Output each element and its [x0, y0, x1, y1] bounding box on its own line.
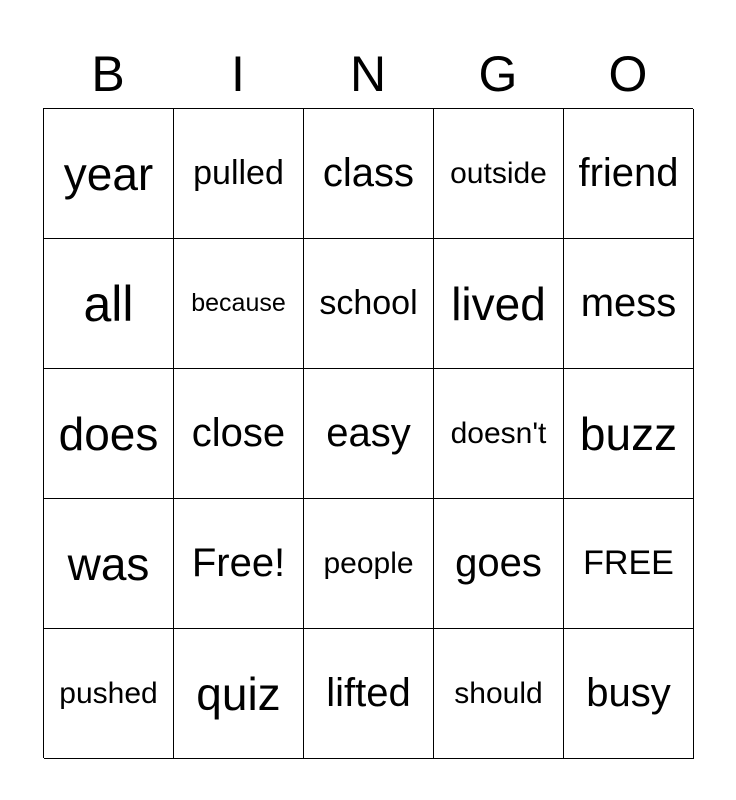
bingo-cell: buzz: [564, 369, 694, 499]
bingo-cell: was: [44, 499, 174, 629]
bingo-cell: quiz: [174, 629, 304, 759]
bingo-cell: easy: [304, 369, 434, 499]
bingo-cell: goes: [434, 499, 564, 629]
bingo-cell: class: [304, 109, 434, 239]
bingo-cell: FREE: [564, 499, 694, 629]
bingo-cell: lifted: [304, 629, 434, 759]
bingo-cell: close: [174, 369, 304, 499]
bingo-cell: outside: [434, 109, 564, 239]
bingo-header: [43, 44, 693, 104]
bingo-cell: pushed: [44, 629, 174, 759]
bingo-cell: pulled: [174, 109, 304, 239]
free-space-cell: Free!: [174, 499, 304, 629]
bingo-cell: friend: [564, 109, 694, 239]
bingo-cell: mess: [564, 239, 694, 369]
bingo-cell: busy: [564, 629, 694, 759]
header-letter-b: B: [91, 46, 125, 102]
bingo-cell: all: [44, 239, 174, 369]
bingo-cell: doesn't: [434, 369, 564, 499]
bingo-cell: should: [434, 629, 564, 759]
header-letter-i: I: [231, 46, 245, 102]
bingo-card-grid: [43, 108, 693, 758]
bingo-cell: year: [44, 109, 174, 239]
bingo-cell: lived: [434, 239, 564, 369]
bingo-cell: school: [304, 239, 434, 369]
header-letter-n: N: [349, 46, 387, 102]
header-letter-o: O: [608, 46, 648, 102]
header-letter-g: G: [478, 46, 518, 102]
bingo-cell: because: [174, 239, 304, 369]
bingo-cell: does: [44, 369, 174, 499]
bingo-cell: people: [304, 499, 434, 629]
